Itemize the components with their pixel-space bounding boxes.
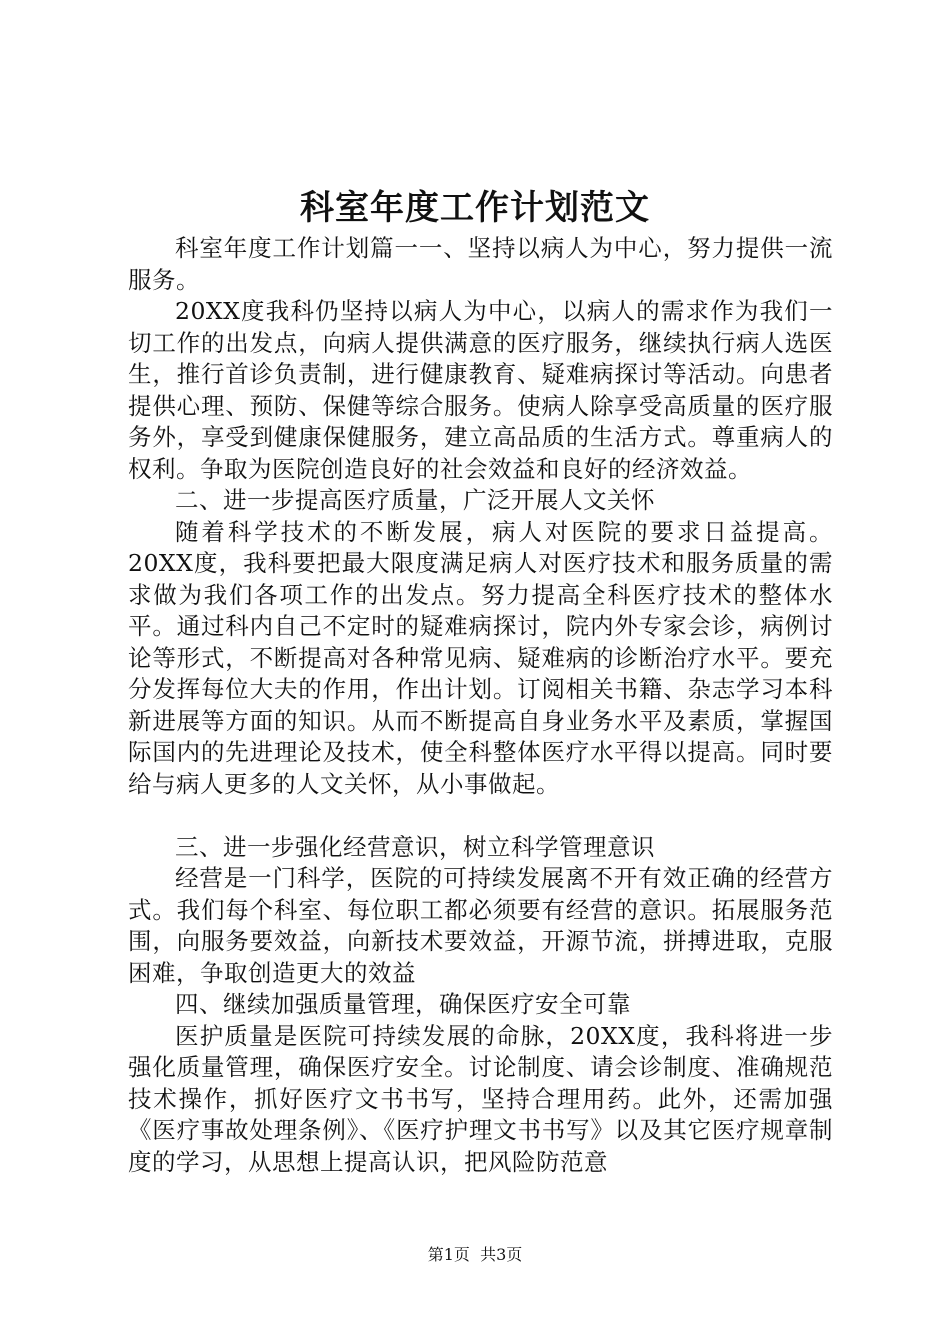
paragraph-section-four: 医护质量是医院可持续发展的命脉，20XX度，我科将进一步强化质量管理，确保医疗安全。讨论制度、请会诊制度、准确规范技术操作，抓好医疗文书书写，坚持合理用药。此外，还需加强《医疗事故处理条例》、《医疗护理文书书写》以及其它医疗规章制度的学习，从思想上提高认识，把风险防范意 [128, 1021, 833, 1176]
page-footer [0, 1244, 950, 1266]
paragraph-section-three: 经营是一门科学，医院的可持续发展离不开有效正确的经营方式。我们每个科室、每位职工都必须要有经营的意识。拓展服务范围，向服务要效益，向新技术要效益，开源节流，拼搏进取，克服困难，争取创造更大的效益 [128, 864, 833, 987]
page-number-label: 第1页 共3页 [427, 1245, 523, 1264]
paragraph-intro: 科室年度工作计划篇一一、坚持以病人为中心，努力提供一流服务。 [128, 234, 833, 294]
document-body [128, 233, 833, 1178]
paragraph-section-one: 20XX度我科仍坚持以病人为中心，以病人的需求作为我们一切工作的出发点，向病人提供满意的医疗服务，继续执行病人选医生，推行首诊负责制，进行健康教育、疑难病探讨等活动。向患者提供心理、预防、保健等综合服务。使病人除享受高质量的医疗服务外，享受到健康保健服务，建立高品质的生活方式。尊重病人的权利。争取为医院创造良好的社会效益和良好的经济效益。 [128, 297, 833, 483]
section-heading-two: 二、进一步提高医疗质量，广泛开展人文关怀 [175, 486, 655, 514]
paragraph-section-two: 随着科学技术的不断发展，病人对医院的要求日益提高。20XX度，我科要把最大限度满足病人对医疗技术和服务质量的需求做为我们各项工作的出发点。努力提高全科医疗技术的整体水平。通过科内自己不定时的疑难病探讨，院内外专家会诊，病例讨论等形式，不断提高对各种常见病、疑难病的诊断治疗水平。要充分发挥每位大夫的作用，作出计划。订阅相关书籍、杂志学习本科新进展等方面的知识。从而不断提高自身业务水平及素质，掌握国际国内的先进理论及技术，使全科整体医疗水平得以提高。同时要给与病人更多的人文关怀，从小事做起。 [128, 517, 833, 798]
section-heading-four: 四、继续加强质量管理，确保医疗安全可靠 [175, 990, 631, 1018]
document-title: 科室年度工作计划范文 [300, 188, 650, 228]
section-heading-three: 三、进一步强化经营意识，树立科学管理意识 [175, 832, 655, 861]
